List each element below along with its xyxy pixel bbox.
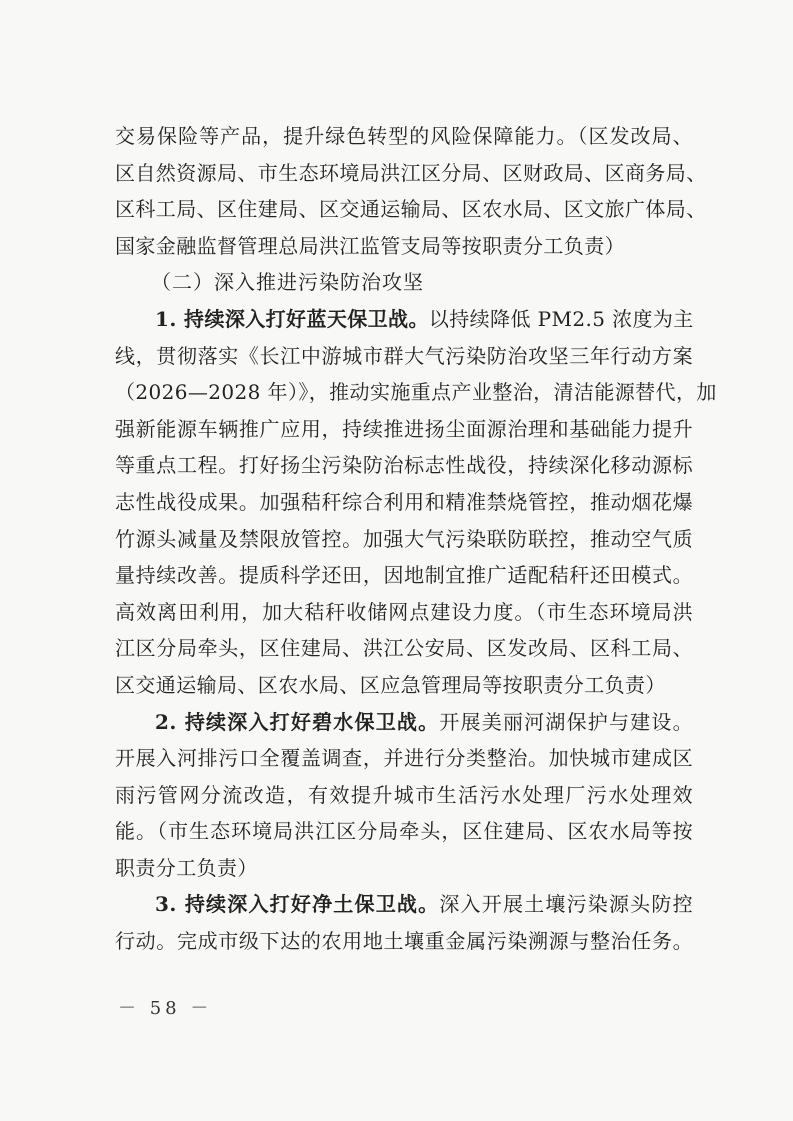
item-text: 以持续降低 PM2.5 浓度为主 (428, 306, 694, 331)
text-line: 区交通运输局、区农水局、区应急管理局等按职责分工负责） (115, 672, 666, 697)
item-paragraph-3 (115, 886, 693, 959)
text-line: 竹源头减量及禁限放管控。加强大气污染联防联控，推动空气质 (115, 526, 693, 551)
text-line: 职责分工负责） (115, 855, 258, 880)
text-line: 雨污管网分流改造，有效提升城市生活污水处理厂污水处理效 (115, 782, 693, 807)
item-first-line (115, 301, 693, 338)
text-line: 交易保险等产品，提升绿色转型的风险保障能力。（区发改局、 (115, 124, 693, 148)
document-body (115, 118, 717, 960)
item-text: 开展美丽河湖保护与建设。 (439, 709, 693, 734)
item-first-line (115, 886, 693, 923)
item-text: 深入开展土壤污染源头防控 (439, 892, 693, 917)
text-line: 线，贯彻落实《长江中游城市群大气污染防治攻坚三年行动方案 (115, 343, 693, 368)
intro-paragraph (115, 118, 707, 264)
text-line: 高效离田利用，加大秸秆收储网点建设力度。（市生态环境局洪 (115, 599, 693, 624)
section-heading: （二）深入推进污染防治攻坚 (151, 270, 424, 295)
text-line: 能。（市生态环境局洪江区分局牵头，区住建局、区农水局等按 (115, 819, 693, 844)
text-line: （2026—2028 年）》，推动实施重点产业整治，清洁能源替代，加 (115, 380, 717, 405)
item-title: 1. 持续深入打好蓝天保卫战。 (155, 306, 429, 331)
text-line: 区自然资源局、市生态环境局洪江区分局、区财政局、区商务局、 (115, 160, 707, 185)
text-line: 等重点工程。打好扬尘污染防治标志性战役，持续深化移动源标 (115, 453, 693, 478)
text-line: 量持续改善。提质科学还田，因地制宜推广适配秸秆还田模式。 (115, 563, 693, 588)
text-line: 强新能源车辆推广应用，持续推进扬尘面源治理和基础能力提升 (115, 416, 693, 441)
text-line: 国家金融监督管理总局洪江监管支局等按职责分工负责） (115, 233, 625, 258)
item-title: 3. 持续深入打好净土保卫战。 (155, 892, 440, 917)
item-paragraph-1 (115, 301, 717, 704)
text-line: 志性战役成果。加强秸秆综合利用和精准禁烧管控，推动烟花爆 (115, 489, 693, 514)
text-line: 行动。完成市级下达的农用地土壤重金属污染溯源与整治任务。 (115, 929, 693, 954)
item-first-line (115, 704, 693, 741)
item-title: 2. 持续深入打好碧水保卫战。 (155, 709, 440, 734)
text-line: 区科工局、区住建局、区交通运输局、区农水局、区文旅广体局、 (115, 197, 707, 222)
page-number: － 58 － (118, 998, 213, 1019)
text-line: 江区分局牵头，区住建局、洪江公安局、区发改局、区科工局、 (115, 636, 693, 661)
text-line: 开展入河排污口全覆盖调查，并进行分类整治。加快城市建成区 (115, 746, 693, 771)
item-paragraph-2 (115, 704, 693, 887)
